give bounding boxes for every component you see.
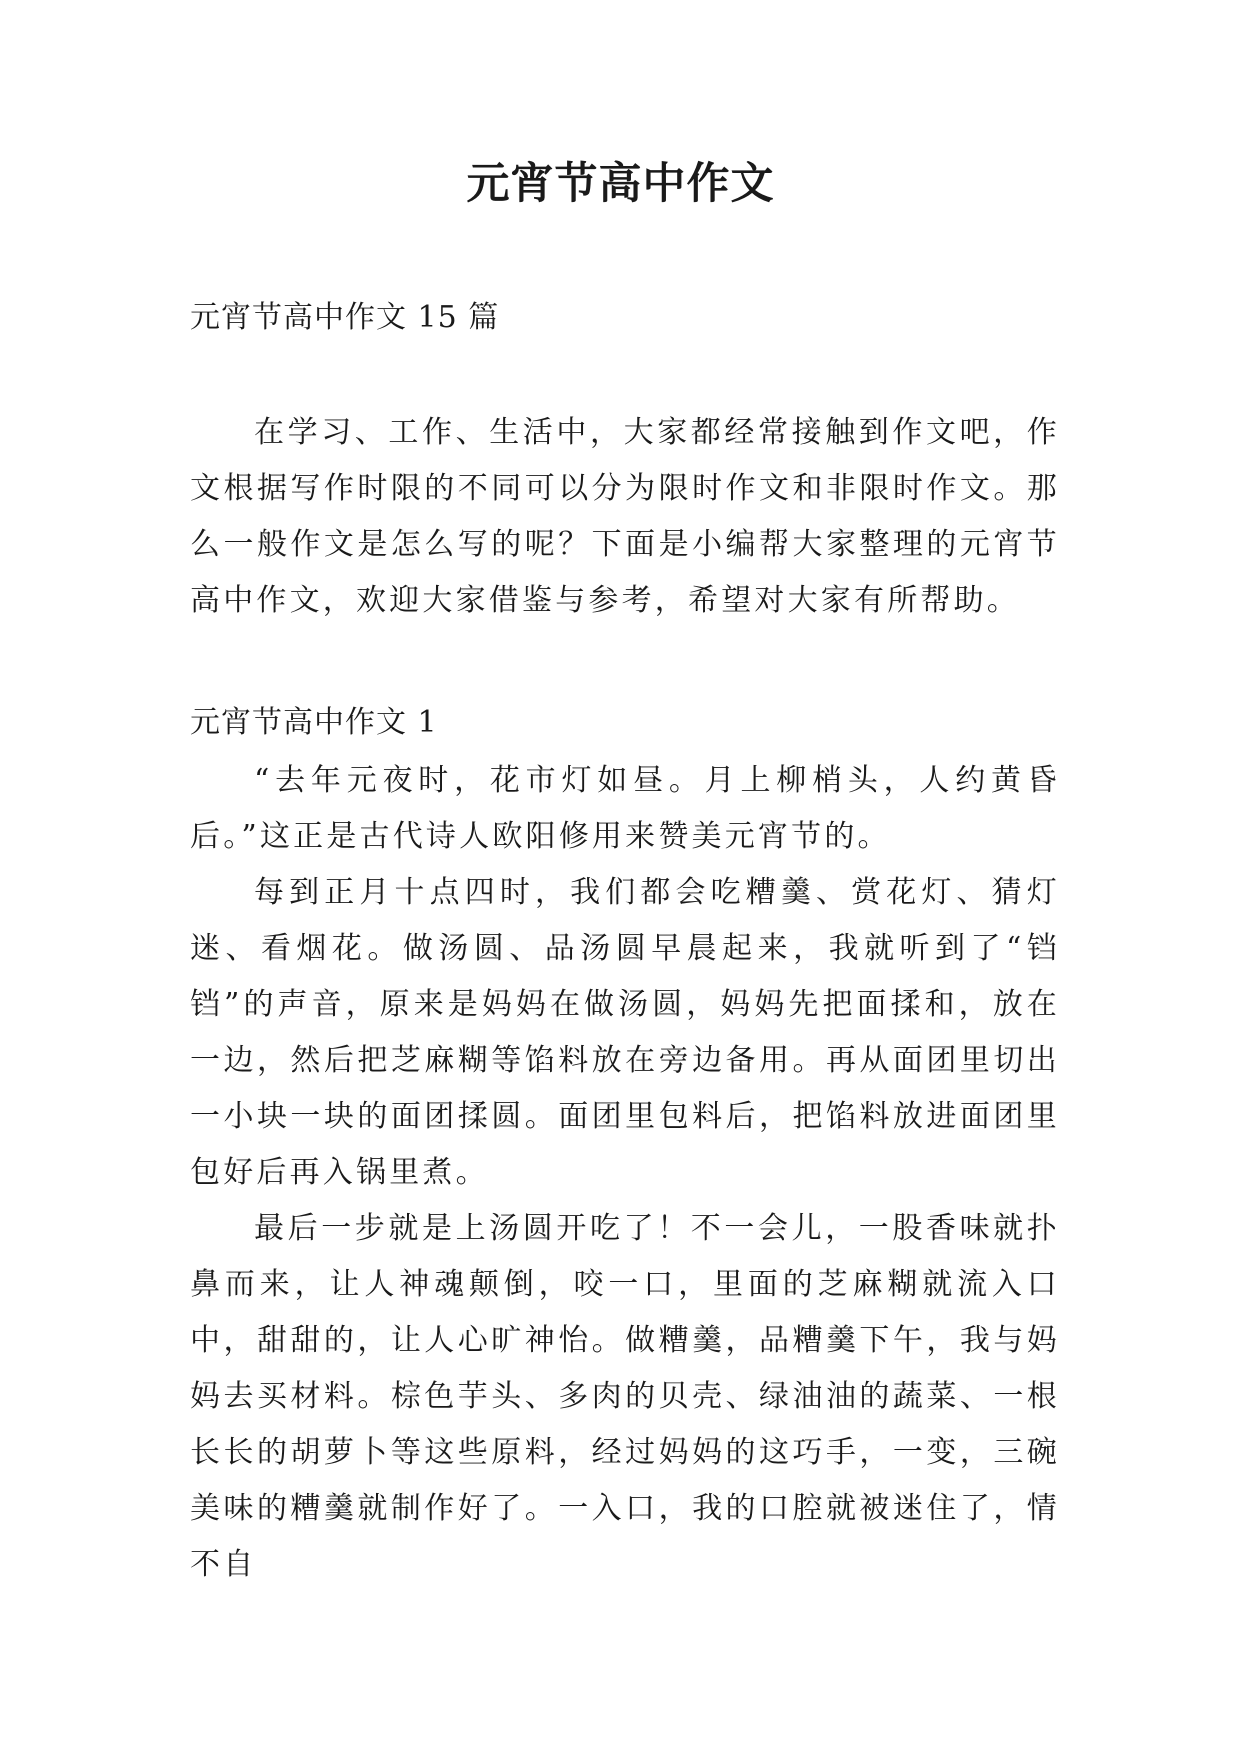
document-title: 元宵节高中作文 xyxy=(466,159,775,209)
essay-paragraph: “去年元夜时，花市灯如昼。月上柳梢头，人约黄昏后。”这正是古代诗人欧阳修用来赞美元宵节的。 xyxy=(190,763,1060,854)
document-subtitle: 元宵节高中作文 15 篇 xyxy=(190,300,500,335)
essay-body xyxy=(190,753,1060,1593)
essay-paragraph: 最后一步就是上汤圆开吃了！不一会儿，一股香味就扑鼻而来，让人神魂颠倒，咬一口，里面的芝麻糊就流入口中，甜甜的，让人心旷神怡。做糟羹，品糟羹下午，我与妈妈去买材料。棕色芋头、多肉的贝壳、绿油油的蔬菜、一根长长的胡萝卜等这些原料，经过妈妈的这巧手，一变，三碗美味的糟羹就制作好了。一入口，我的口腔就被迷住了，情不自 xyxy=(190,1211,1060,1582)
intro-paragraph: 在学习、工作、生活中，大家都经常接触到作文吧，作文根据写作时限的不同可以分为限时作文和非限时作文。那么一般作文是怎么写的呢？下面是小编帮大家整理的元宵节高中作文，欢迎大家借鉴与参考，希望对大家有所帮助。 xyxy=(190,415,1060,618)
essay-paragraph: 每到正月十点四时，我们都会吃糟羹、赏花灯、猜灯迷、看烟花。做汤圆、品汤圆早晨起来，我就听到了“铛铛”的声音，原来是妈妈在做汤圆，妈妈先把面揉和，放在一边，然后把芝麻糊等馅料放在旁边备用。再从面团里切出一小块一块的面团揉圆。面团里包料后，把馅料放进面团里包好后再入锅里煮。 xyxy=(190,875,1060,1190)
section-title: 元宵节高中作文 1 xyxy=(190,705,438,740)
